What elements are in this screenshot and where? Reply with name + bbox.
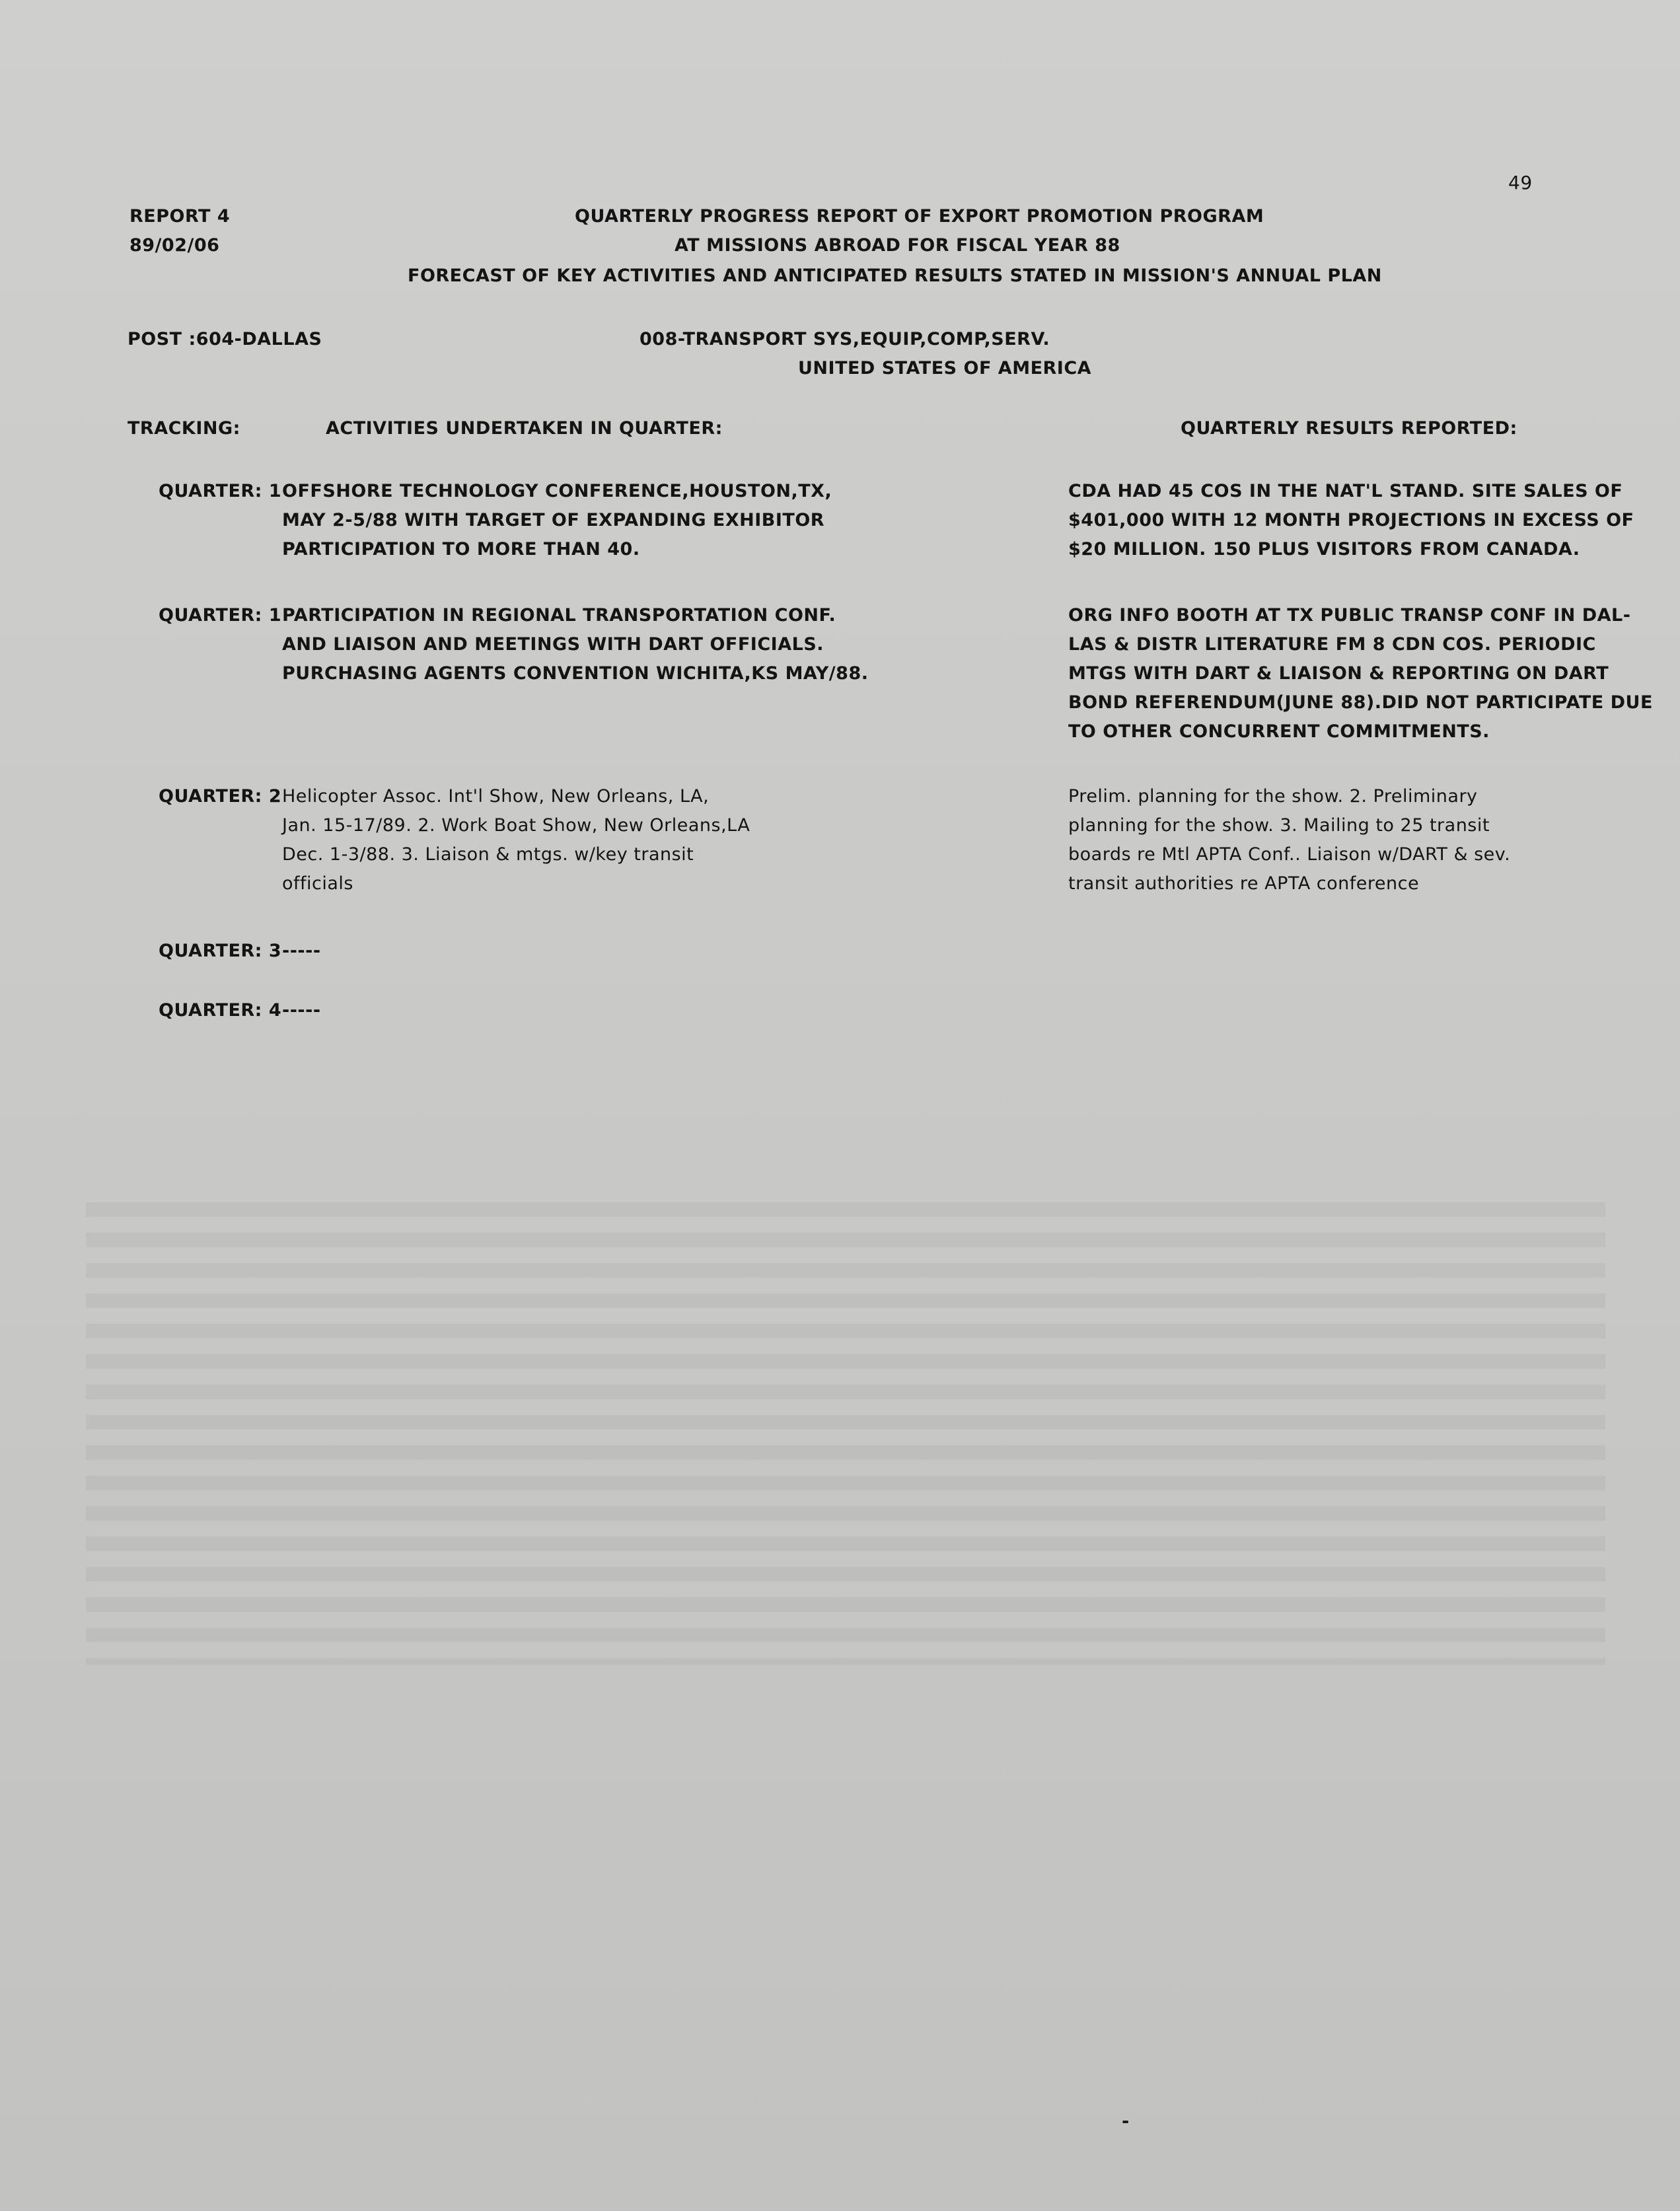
activity-line: Jan. 15-17/89. 2. Work Boat Show, New Orleans,LA (282, 815, 750, 836)
report-title: QUARTERLY PROGRESS REPORT OF EXPORT PROMOTION PROGRAM (575, 206, 1264, 227)
result-line: transit authorities re APTA conference (1068, 873, 1420, 894)
result-line: $20 MILLION. 150 PLUS VISITORS FROM CANADA. (1068, 539, 1580, 560)
result-line: $401,000 WITH 12 MONTH PROJECTIONS IN EXCESS OF (1068, 510, 1634, 530)
activity-line: AND LIAISON AND MEETINGS WITH DART OFFICIALS. (282, 634, 824, 655)
activity-line: ----- (282, 941, 321, 961)
activity-line: ----- (282, 1000, 321, 1021)
quarter-label: QUARTER: 2 (159, 786, 282, 807)
quarter-label: QUARTER: 4 (159, 1000, 282, 1021)
bottom-mark: - (1122, 2111, 1130, 2132)
activity-line: PARTICIPATION IN REGIONAL TRANSPORTATION CONF. (282, 605, 836, 626)
activity-line: OFFSHORE TECHNOLOGY CONFERENCE,HOUSTON,TX, (282, 481, 832, 501)
activity-line: PURCHASING AGENTS CONVENTION WICHITA,KS MAY/88. (282, 663, 869, 684)
result-line: boards re Mtl APTA Conf.. Liaison w/DART & sev. (1068, 844, 1511, 865)
results-header: QUARTERLY RESULTS REPORTED: (1181, 418, 1517, 439)
tracking-header: TRACKING: (128, 418, 240, 439)
activity-line: Dec. 1-3/88. 3. Liaison & mtgs. w/key transit (282, 844, 694, 865)
activities-header: ACTIVITIES UNDERTAKEN IN QUARTER: (326, 418, 723, 439)
page-number: 49 (1508, 172, 1533, 194)
result-line: ORG INFO BOOTH AT TX PUBLIC TRANSP CONF IN DAL- (1068, 605, 1631, 626)
result-line: BOND REFERENDUM(JUNE 88).DID NOT PARTICIPATE DUE (1068, 692, 1653, 713)
result-line: CDA HAD 45 COS IN THE NAT'L STAND. SITE SALES OF (1068, 481, 1623, 501)
quarter-label: QUARTER: 1 (159, 481, 282, 501)
bleed-through-text (86, 1202, 1605, 1665)
activity-line: Helicopter Assoc. Int'l Show, New Orleans, LA, (282, 786, 710, 807)
result-line: Prelim. planning for the show. 2. Preliminary (1068, 786, 1478, 807)
sector-label: 008-TRANSPORT SYS,EQUIP,COMP,SERV. (639, 329, 1050, 349)
activity-line: PARTICIPATION TO MORE THAN 40. (282, 539, 640, 560)
result-line: LAS & DISTR LITERATURE FM 8 CDN COS. PERIODIC (1068, 634, 1596, 655)
quarter-label: QUARTER: 1 (159, 605, 282, 626)
report-forecast-line: FORECAST OF KEY ACTIVITIES AND ANTICIPATED RESULTS STATED IN MISSION'S ANNUAL PLAN (408, 266, 1382, 286)
activity-line: officials (282, 873, 353, 894)
result-line: MTGS WITH DART & LIAISON & REPORTING ON DART (1068, 663, 1609, 684)
result-line: TO OTHER CONCURRENT COMMITMENTS. (1068, 721, 1490, 742)
result-line: planning for the show. 3. Mailing to 25 transit (1068, 815, 1490, 836)
report-date: 89/02/06 (129, 235, 220, 256)
quarter-label: QUARTER: 3 (159, 941, 282, 961)
report-id: REPORT 4 (129, 206, 231, 227)
country-label: UNITED STATES OF AMERICA (798, 358, 1092, 379)
activity-line: MAY 2-5/88 WITH TARGET OF EXPANDING EXHIBITOR (282, 510, 825, 530)
report-subtitle: AT MISSIONS ABROAD FOR FISCAL YEAR 88 (675, 235, 1120, 256)
post-label: POST :604-DALLAS (128, 329, 322, 349)
